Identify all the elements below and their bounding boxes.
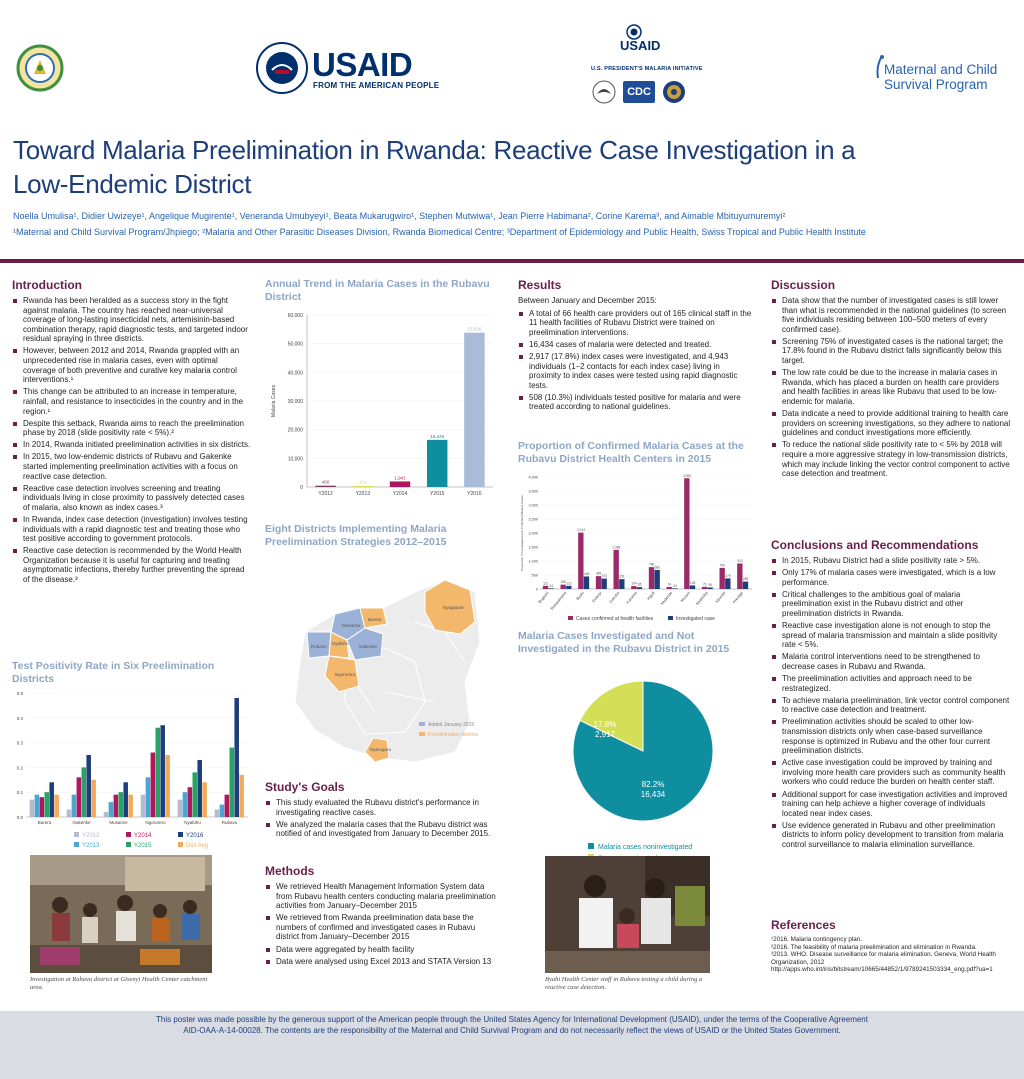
cdc-logo: CDC: [623, 81, 655, 103]
tpr-bar: [160, 725, 165, 817]
methods-bullet: We retrieved from Rwanda preelimination data base the numbers of confirmed and investigated cases in Rubavu district from January–December 2015: [265, 913, 500, 942]
map-label-nyabihu: Nyabihu: [332, 641, 349, 646]
tpr-chart: [12, 689, 252, 869]
hc-ytick: 2,000: [528, 531, 538, 536]
tpr-bar: [123, 782, 128, 817]
trend-ytick: 0: [300, 485, 303, 491]
tpr-ytick: 0.0: [16, 815, 23, 820]
hc-value-label: 373: [601, 574, 607, 579]
logo-bar: [0, 0, 1024, 118]
results-lead: Between January and December 2015:: [518, 296, 657, 305]
conclusions-bullet: Reactive case investigation alone is not enough to stop the spread of malaria transmission and maintain a slide positivity rate < 5%.: [771, 621, 1011, 650]
trend-bar: [464, 333, 484, 487]
tpr-bar: [72, 795, 77, 817]
hc-ytick: 0: [535, 587, 538, 592]
hc-xtick: Kigufi: [646, 591, 656, 601]
hc-value-label: 912: [737, 558, 743, 563]
discussion-bullet: Screening 75% of investigated cases is the national target; the 17.8% found in the Rubavu district falls significantly below this target.: [771, 337, 1011, 366]
photo-investigation-image: [30, 855, 212, 973]
hc-value-label: 379: [725, 573, 731, 578]
tpr-bar: [220, 805, 225, 817]
trend-xtick: Y2015: [429, 491, 445, 497]
tpr-bar: [45, 792, 50, 817]
map-label-rubavu: Rubavu: [311, 644, 327, 649]
hc-ytick: 500: [531, 573, 538, 578]
rwanda-district-map: [265, 552, 500, 772]
hc-xtick: Kanama: [625, 591, 638, 605]
hc-bar: [613, 550, 618, 589]
map-heading: Eight Districts Implementing Malaria Preelimination Strategies 2012–2015: [265, 523, 447, 548]
methods-bullet: Data were aggregated by health facility: [265, 945, 500, 955]
tpr-bar: [128, 795, 133, 817]
discussion-bullet: To reduce the national slide positivity rate to < 5% by 2018 will require a more aggressive strategy in low-transmission districts, which may include linking the vector control component to active case detection and treatment.: [771, 440, 1011, 478]
photo-investigation-group: [30, 855, 212, 973]
trend-ylabel: Malaria Cases: [271, 385, 277, 417]
hc-ytick: 4,000: [528, 475, 538, 480]
hc-value-label: 459: [595, 571, 602, 576]
hc-legend-swatch: [668, 616, 673, 620]
hc-value-label: 780: [648, 562, 655, 567]
map-legend-added: Added January 2015: [428, 722, 475, 728]
hc-value-label: 112: [566, 581, 572, 586]
tpr-bar: [77, 777, 82, 817]
conclusions-heading: Conclusions and Recommendations: [771, 538, 979, 552]
results-heading: Results: [518, 278, 562, 292]
trend-bar: [353, 486, 373, 487]
reference-item: ¹2016. Malaria contingency plan.: [771, 936, 863, 943]
tpr-bar: [239, 775, 244, 817]
trend-ytick: 40,000: [287, 370, 303, 377]
tpr-bar: [30, 800, 35, 817]
hc-xtick: Gacuba: [608, 591, 621, 604]
hc-value-label: 2,014: [576, 528, 585, 533]
tpr-legend-swatch: [178, 842, 183, 847]
conclusions-bullet: Use evidence generated in Rubavu and other preelimination districts to inform policy development to transition from malaria control surveillance to malaria elimination surveillance.: [771, 821, 1011, 850]
tpr-bar: [54, 795, 59, 817]
poster-title: Toward Malaria Preelimination in Rwanda: Reactive Case Investigation in a Low-Endemic District: [13, 135, 856, 199]
methods-section: [265, 864, 500, 969]
tpr-section: [12, 660, 252, 874]
hc-bar: [737, 563, 742, 589]
trend-chart: [265, 307, 500, 507]
conclusions-bullet: Critical challenges to the ambitious goal of malaria preelimination exist in the Rubavu district and other preelimination districts in Rwanda.: [771, 590, 1011, 619]
tpr-legend-label: Y2013: [82, 843, 100, 849]
photo-byahi-image: [545, 856, 710, 973]
intro-list: [12, 296, 252, 585]
methods-heading: Methods: [265, 864, 315, 878]
trend-ytick: 20,000: [287, 427, 303, 434]
tpr-ytick: 0.4: [16, 715, 23, 721]
tpr-bar: [188, 787, 193, 817]
intro-bullet: However, between 2012 and 2014, Rwanda grappled with an unprecedented rise in malaria cases, even with optimal coverage of both preventive and curative key malaria control interventions.¹: [12, 346, 252, 384]
goals-section: [265, 780, 500, 841]
usaid-seal-logo: [256, 42, 308, 94]
hc-value-label: 265: [742, 577, 749, 582]
hc-value-label: 448: [583, 571, 590, 576]
hc-bar: [637, 587, 642, 589]
trend-value-label: 16,449: [430, 433, 445, 439]
map-label-nyaruguru: Nyaruguru: [370, 747, 392, 752]
reference-item: ³2013. WHO. Disease surveillance for malaria elimination. Geneva, World Health Organization, 2012: [771, 951, 996, 966]
trend-ytick: 10,000: [287, 456, 303, 463]
state-department-seal-logo: [662, 80, 686, 104]
discussion-list: [771, 296, 1011, 479]
results-bullet: 16,434 cases of malaria were detected and treated.: [518, 340, 753, 350]
tpr-bar: [197, 760, 202, 817]
hc-xtick: Mudende: [660, 591, 674, 606]
tpr-bar: [151, 753, 156, 817]
tpr-bar: [119, 792, 124, 817]
goals-bullet: This study evaluated the Rubavu district's performance in investigating reactive cases.: [265, 798, 500, 817]
results-bullet: 2,917 (17.8%) index cases were investigated, and 4,943 individuals (1–2 contacts for each index case) living in proximity to index cases were tested using rapid diagnostic tests.: [518, 352, 753, 390]
tpr-bar: [183, 792, 188, 817]
tpr-legend-swatch: [126, 842, 131, 847]
tpr-bar: [82, 767, 87, 817]
tpr-legend-swatch: [126, 832, 131, 837]
map-legend-pre: Preelimination districts: [428, 732, 479, 738]
hc-bar: [548, 588, 553, 589]
trend-ytick: 60,000: [287, 313, 303, 319]
hc-xtick: Gisenyi: [591, 591, 603, 604]
pie-section: [518, 630, 753, 874]
reference-item: http://apps.who.int/iris/bitstream/10665/44852/1/9789241503334_eng.pdf?ua=1: [771, 966, 993, 974]
conclusions-bullet: Only 17% of malaria cases were investigated, which is a low performance.: [771, 568, 1011, 587]
trend-value-label: 374: [359, 479, 367, 485]
tpr-heading: Test Positivity Rate in Six Preelimination Districts: [12, 660, 215, 685]
methods-bullet: We retrieved Health Management Information System data from Rubavu health centers conducting malaria preelimination activities from January–December 2015: [265, 882, 500, 911]
tpr-bar: [234, 698, 239, 817]
intro-bullet: Rwanda has been heralded as a success story in the fight against malaria. The country has reached near-universal coverage of long-lasting insecticidal nets, artemisinin-based combination therapy, rapid diagnostic tests, and targeted indoor residual spraying in three districts.: [12, 296, 252, 344]
hc-ylabel: Proportion of Investigated over Confirmed Malaria Cases: [520, 495, 524, 571]
hc-value-label: 3,955: [682, 473, 691, 478]
hc-xtick: Nyakiriba: [695, 591, 709, 606]
map-legend-added-swatch: [419, 722, 425, 726]
trend-value-label: 460: [321, 479, 330, 485]
hc-bar: [619, 579, 624, 589]
conclusions-section: [771, 538, 1011, 852]
pie-heading: Malaria Cases Investigated and Not Investigated in the Rubavu District in 2015: [518, 630, 730, 655]
tpr-bar: [178, 800, 183, 817]
tpr-bar: [230, 748, 235, 817]
hc-bar: [672, 588, 677, 589]
map-label-nyagatare: Nyagatare: [443, 605, 464, 610]
intro-bullet: Reactive case detection is recommended by the World Health Organization because it is useful for capturing and treating asymptomatic infections, thereby further preventing the spread of the disease.³: [12, 546, 252, 584]
hc-bar: [725, 578, 730, 589]
hc-heading: Proportion of Confirmed Malaria Cases at the Rubavu District Health Centers in 2015: [518, 440, 744, 465]
hc-xtick: Busasamana: [549, 591, 568, 611]
affiliations: ¹Maternal and Child Survival Program/Jhpiego; ²Malaria and Other Parasitic Diseases Division, Rwanda Biomedical Centre; ³Department of Epidemiology and Public Health, Swiss Tropical and Public Health Institute: [13, 227, 866, 237]
tpr-bar: [35, 795, 40, 817]
rwanda-seal-logo: [16, 44, 64, 92]
results-list: [518, 309, 753, 412]
photo-byahi-testing: [545, 856, 710, 973]
hc-xtick: Bugeshi: [537, 591, 550, 605]
tpr-bar: [109, 802, 114, 817]
hc-ytick: 1,500: [528, 545, 538, 550]
hc-bar: [578, 533, 583, 589]
trend-bar: [390, 481, 410, 487]
trend-ytick: 30,000: [287, 399, 303, 405]
footer-text: This poster was made possible by the generous support of the American people through the United States Agency for International Development (USAID), under the terms of the Cooperative Agreement AID-OAA-A-14-00028. The contents are the responsibility of the Maternal and Child Survival Program and do not necessarily reflect the views of USAID or the United States Government.: [156, 1015, 868, 1035]
map-section: [265, 523, 500, 777]
hc-value-label: 680: [654, 565, 660, 570]
intro-bullet: Despite this setback, Rwanda aims to reach the preelimination phase by 2018 (slide positivity rate < 5%).²: [12, 419, 252, 438]
tpr-bar: [141, 795, 146, 817]
tpr-xtick: Burera: [37, 820, 52, 825]
hc-value-label: 128: [689, 580, 696, 585]
intro-bullet: In Rwanda, index case detection (investigation) involves testing individuals with a rapid diagnostic test and treating those who test positive according to government protocols.: [12, 515, 252, 544]
hc-bar: [684, 478, 689, 589]
hc-value-label: 24: [549, 583, 554, 588]
methods-bullet: Data were analysed using Excel 2013 and STATA Version 13: [265, 957, 500, 967]
trend-value-label: 1,941: [394, 475, 406, 481]
discussion-bullet: Data show that the number of investigated cases is still lower than what is recommended in the national guidelines (to screen five individuals residing between 100–500 meters of every confirmed case).: [771, 296, 1011, 334]
hc-bar: [654, 570, 659, 589]
results-bullet: A total of 66 health care providers out of 165 clinical staff in the 11 health facilities of Rubavu District were trained on preelimination interventions.: [518, 309, 753, 338]
photo1-caption: Investigation at Rubavu district at Gisenyi Health Center catchment area.: [30, 976, 208, 991]
intro-bullet: This change can be attributed to an increase in temperature, rainfall, and resistance to insecticides in the country and in the region.¹: [12, 387, 252, 416]
hc-ytick: 2,500: [528, 517, 538, 522]
tpr-xtick: Musanze: [109, 820, 128, 825]
tpr-legend-label: Y2012: [82, 833, 100, 839]
tpr-xtick: Rubavu: [221, 820, 238, 825]
hc-xtick: Byahi: [575, 591, 585, 601]
tpr-xtick: Ngororero: [145, 820, 166, 825]
trend-value-label: 53,836: [467, 326, 482, 332]
pie-chart: [518, 659, 753, 869]
hhs-eagle-logo: [592, 80, 616, 104]
hc-legend-confirmed: Cases confirmed at health facilities: [576, 616, 654, 622]
conclusions-bullet: Preelimination activities should be scaled to other low-transmission districts only when case-based surveillance response is optimized in Rubavu and the other four current preelimination districts.: [771, 717, 1011, 755]
tpr-bar: [165, 755, 170, 817]
tpr-xtick: Gakenke: [72, 820, 91, 825]
tpr-bar: [91, 780, 96, 817]
map-legend-pre-swatch: [419, 732, 425, 736]
tpr-legend-swatch: [178, 832, 183, 837]
trend-xtick: Y2014: [392, 491, 408, 497]
tpr-legend-label: Y2015: [134, 843, 152, 849]
results-bullet: 508 (10.3%) individuals tested positive for malaria and were treated according to national guidelines.: [518, 393, 753, 412]
tpr-bar: [193, 772, 198, 817]
tpr-legend-label: Dist Avg: [186, 843, 208, 849]
column-discussion: [771, 278, 1011, 481]
tpr-bar: [104, 812, 109, 817]
hc-value-label: 1,398: [612, 545, 621, 550]
reference-item: ²2016. The feasibility of malaria preelimination and elimination in Rwanda.: [771, 943, 977, 951]
conclusions-bullet: Active case investigation could be improved by training and involving more health care providers such as community health workers who could reduce the burden on health center staff.: [771, 758, 1011, 787]
goals-list: [265, 798, 500, 839]
tpr-bar: [40, 797, 45, 817]
trend-heading: Annual Trend in Malaria Cases in the Rubavu District: [265, 278, 490, 303]
hc-bar: [560, 585, 565, 589]
pie-small-value: 2,917: [594, 730, 616, 739]
discussion-bullet: Data indicate a need to provide additional training to health care providers on screening investigations, so they adhere to national guidelines and conduct investigations more efficiently.: [771, 409, 1011, 438]
header-divider: [0, 259, 1024, 263]
trend-bar: [427, 440, 447, 487]
tpr-bar: [49, 782, 54, 817]
hc-xtick: Murara: [680, 591, 691, 603]
discussion-bullet: The low rate could be due to the increase in malaria cases in Rwanda, which has placed a burden on health care providers and health facilities in areas like Rubavu that used to be low-endemic for malaria.: [771, 368, 1011, 406]
hc-xtick: Average: [731, 591, 744, 605]
mcsp-wordmark: Maternal and Child Survival Program: [884, 62, 998, 92]
hc-ytick: 1,000: [528, 559, 538, 564]
hc-bar: [543, 586, 548, 589]
hc-legend-investigated: Investigated case: [676, 616, 715, 622]
pie-legend-noninvestigated: Malaria cases noninvestigated: [598, 844, 693, 851]
column-introduction: [12, 278, 252, 587]
discussion-heading: Discussion: [771, 278, 836, 292]
pmi-tagline: U.S. PRESIDENT'S MALARIA INITIATIVE: [591, 66, 703, 72]
references-heading: References: [771, 918, 836, 932]
hc-value-label: 76: [702, 582, 707, 587]
map-label-musanze: Musanze: [342, 623, 361, 628]
pie-small-pct: 17.8%: [593, 720, 617, 729]
tpr-bar: [156, 728, 161, 817]
column-trend-map: [265, 278, 500, 512]
pie-big-pct: 82.2%: [641, 780, 665, 789]
references-list: [771, 936, 1011, 974]
hc-bar: [719, 568, 724, 589]
intro-bullet: In 2014, Rwanda initiated preelimination activities in six districts.: [12, 440, 252, 450]
hc-bar: [690, 585, 695, 589]
tpr-ytick: 0.5: [16, 691, 23, 696]
hc-bar: [649, 567, 654, 589]
goals-bullet: We analyzed the malaria cases that the Rubavu district was notified of and investigated from January to December 2015.: [265, 820, 500, 839]
tpr-ytick: 0.3: [16, 740, 23, 746]
usaid-tagline: FROM THE AMERICAN PEOPLE: [313, 81, 440, 90]
hc-value-label: 24: [673, 583, 677, 588]
tpr-ytick: 0.1: [16, 790, 23, 796]
hc-chart: [518, 469, 753, 629]
hc-value-label: 351: [619, 574, 625, 579]
tpr-bar: [215, 810, 220, 817]
tpr-bar: [86, 755, 91, 817]
hc-xtick: Nyundo: [714, 591, 727, 604]
tpr-legend-label: Y2014: [134, 833, 152, 839]
column-results: [518, 278, 753, 415]
tpr-ytick: 0.2: [16, 765, 23, 771]
hc-bar: [584, 576, 589, 589]
hc-bar: [601, 579, 606, 589]
tpr-bar: [225, 795, 230, 817]
pie-big-value: 16,434: [640, 790, 666, 799]
hc-ytick: 3,500: [528, 489, 538, 494]
hc-value-label: 65: [637, 582, 642, 587]
conclusions-bullet: In 2015, Rubavu District had a slide positivity rate > 5%.: [771, 556, 1011, 566]
hc-bar: [702, 587, 707, 589]
hc-value-label: 74: [667, 582, 672, 587]
trend-xtick: Y2016: [467, 491, 482, 497]
hc-value-label: 754: [719, 563, 725, 568]
trend-xtick: Y2012: [318, 491, 333, 497]
references-section: [771, 918, 1011, 974]
hc-value-label: 112: [543, 581, 549, 586]
trend-ytick: 50,000: [287, 341, 303, 348]
conclusions-bullet: The preelimination activities and approach need to be restrategized.: [771, 674, 1011, 693]
photo2-caption: Byahi Health Center staff in Rubavu testing a child during a reactive case detection.: [545, 976, 703, 991]
tpr-legend-swatch: [74, 842, 79, 847]
map-label-ngororero: Ngororero: [335, 672, 356, 677]
goals-heading: Study's Goals: [265, 780, 345, 794]
conclusions-bullet: Additional support for case investigation activities and improved training can help achieve a higher coverage of individuals located near index cases.: [771, 790, 1011, 819]
hc-section: [518, 440, 753, 634]
conclusions-bullet: Malaria control interventions need to be strengthened to decrease cases in Rubavu and Rwanda.: [771, 652, 1011, 671]
pie-legend-swatch: [588, 843, 594, 849]
intro-bullet: In 2015, two low-endemic districts of Rubavu and Gakenke started implementing preelimination activities with a focus on reactive case detection.: [12, 452, 252, 481]
usaid-wordmark: USAID: [312, 46, 413, 83]
hc-bar: [631, 586, 636, 589]
intro-heading: Introduction: [12, 278, 82, 292]
trend-bar: [315, 486, 335, 487]
hc-bar: [666, 587, 671, 589]
hc-bar: [596, 576, 601, 589]
map-label-gakenke: Gakenke: [359, 644, 378, 649]
hc-bar: [707, 587, 712, 589]
tpr-bar: [114, 795, 119, 817]
hc-value-label: 155: [560, 580, 566, 585]
hc-value-label: 55: [708, 582, 713, 587]
pmi-usaid-wordmark: USAID: [620, 38, 661, 53]
author-list: Noella Umulisa¹, Didier Uwizeye¹, Angelique Mugirente¹, Veneranda Umubyeyi¹, Beata Mukarugwiro¹, Stephen Mutwiwa¹, Jean Pierre Habimana², Corine Karema³, and Aimable Mbituyumuremyi²: [13, 211, 786, 221]
hc-bar: [566, 586, 571, 589]
hc-ytick: 3,000: [528, 503, 538, 508]
map-label-burera: Burera: [368, 617, 382, 622]
tpr-xtick: Nyabihu: [184, 820, 201, 825]
methods-list: [265, 882, 500, 966]
tpr-bar: [67, 810, 72, 817]
hc-legend-swatch: [568, 616, 573, 620]
hc-value-label: 104: [631, 581, 637, 586]
tpr-legend-swatch: [74, 832, 79, 837]
hc-bar: [743, 582, 748, 589]
conclusions-bullet: To achieve malaria preelimination, link vector control component to reactive case detection and treatment.: [771, 696, 1011, 715]
conclusions-list: [771, 556, 1011, 850]
tpr-bar: [146, 777, 151, 817]
tpr-bar: [202, 782, 207, 817]
intro-bullet: Reactive case detection involves screening and treating individuals living in close proximity to passively detected cases of malaria, also known as index cases.³: [12, 484, 252, 513]
trend-xtick: Y2013: [355, 491, 371, 497]
tpr-legend-label: Y2016: [186, 833, 204, 839]
